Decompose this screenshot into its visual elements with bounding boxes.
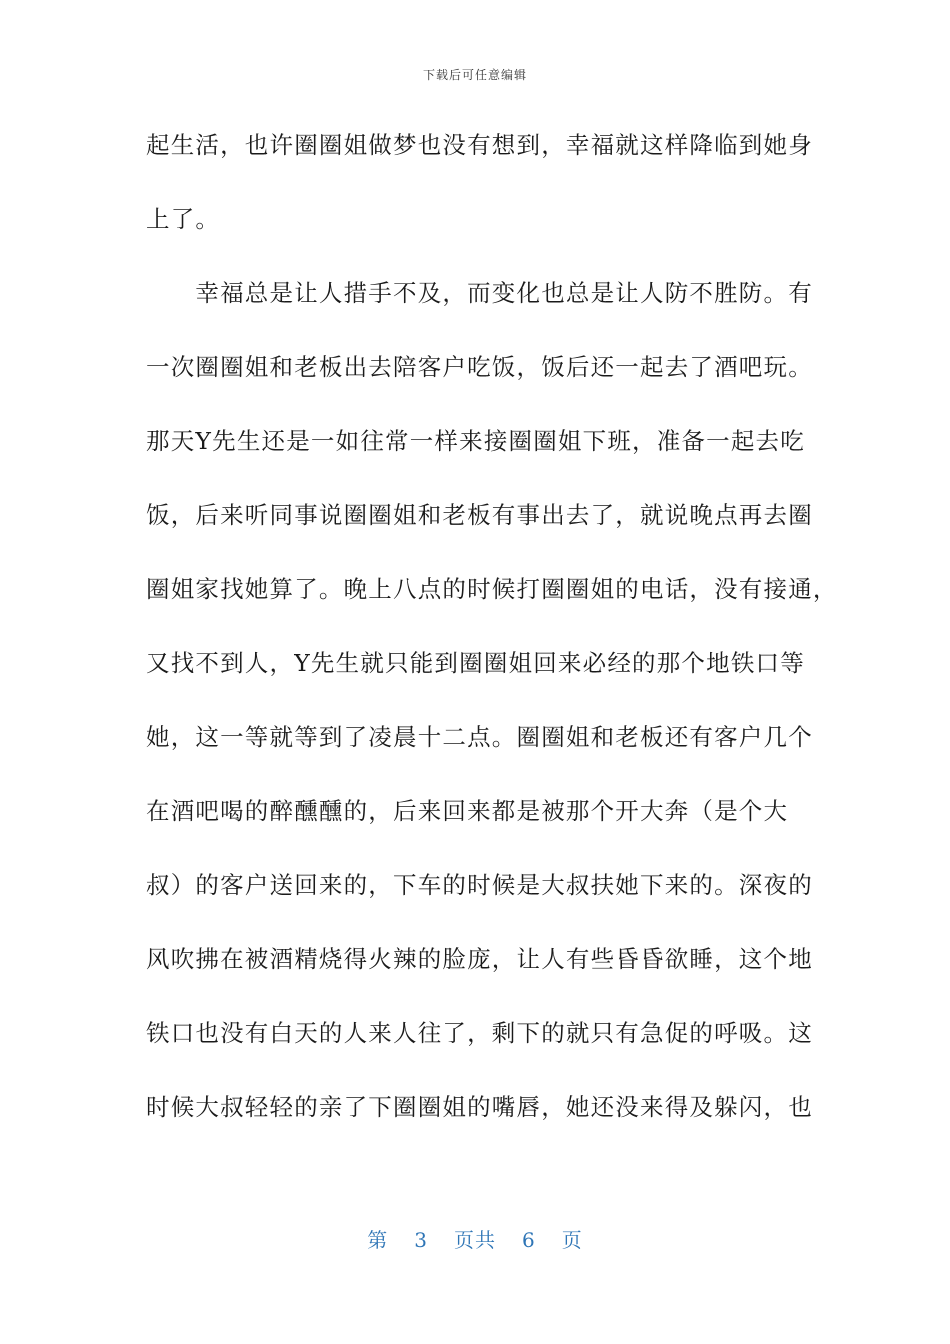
footer-middle: 页共 — [454, 1228, 496, 1252]
total-pages-number: 6 — [522, 1228, 536, 1252]
current-page-number: 3 — [414, 1228, 428, 1252]
text-line: 幸福总是让人措手不及，而变化也总是让人防不胜防。有 — [146, 279, 813, 307]
text-line: 她，这一等就等到了凌晨十二点。圈圈姐和老板还有客户几个 — [146, 723, 813, 751]
text-line: 饭，后来听同事说圈圈姐和老板有事出去了，就说晚点再去圈 — [146, 501, 813, 529]
text-line: 时候大叔轻轻的亲了下圈圈姐的嘴唇，她还没来得及躲闪，也 — [146, 1093, 813, 1121]
text-line: 一次圈圈姐和老板出去陪客户吃饭，饭后还一起去了酒吧玩。 — [146, 353, 813, 381]
text-line: 上了。 — [146, 205, 221, 233]
page-footer — [0, 1224, 950, 1253]
text-line: 圈姐家找她算了。晚上八点的时候打圈圈姐的电话，没有接通， — [146, 575, 838, 603]
text-line: 在酒吧喝的醉醺醺的，后来回来都是被那个开大奔（是个大 — [146, 797, 789, 825]
text-line: 叔）的客户送回来的，下车的时候是大叔扶她下来的。深夜的 — [146, 871, 813, 899]
page-header: 下载后可任意编辑 — [422, 68, 527, 82]
text-line: 铁口也没有白天的人来人往了，剩下的就只有急促的呼吸。这 — [146, 1019, 813, 1047]
text-line: 风吹拂在被酒精烧得火辣的脸庞，让人有些昏昏欲睡，这个地 — [146, 945, 813, 973]
footer-prefix: 第 — [367, 1228, 389, 1252]
text-line: 又找不到人，Y先生就只能到圈圈姐回来必经的那个地铁口等 — [146, 649, 805, 677]
text-line: 那天Y先生还是一如往常一样来接圈圈姐下班，准备一起去吃 — [146, 427, 805, 455]
footer-suffix: 页 — [561, 1228, 583, 1252]
body-text — [146, 120, 838, 1156]
text-line: 起生活，也许圈圈姐做梦也没有想到，幸福就这样降临到她身 — [146, 131, 813, 159]
